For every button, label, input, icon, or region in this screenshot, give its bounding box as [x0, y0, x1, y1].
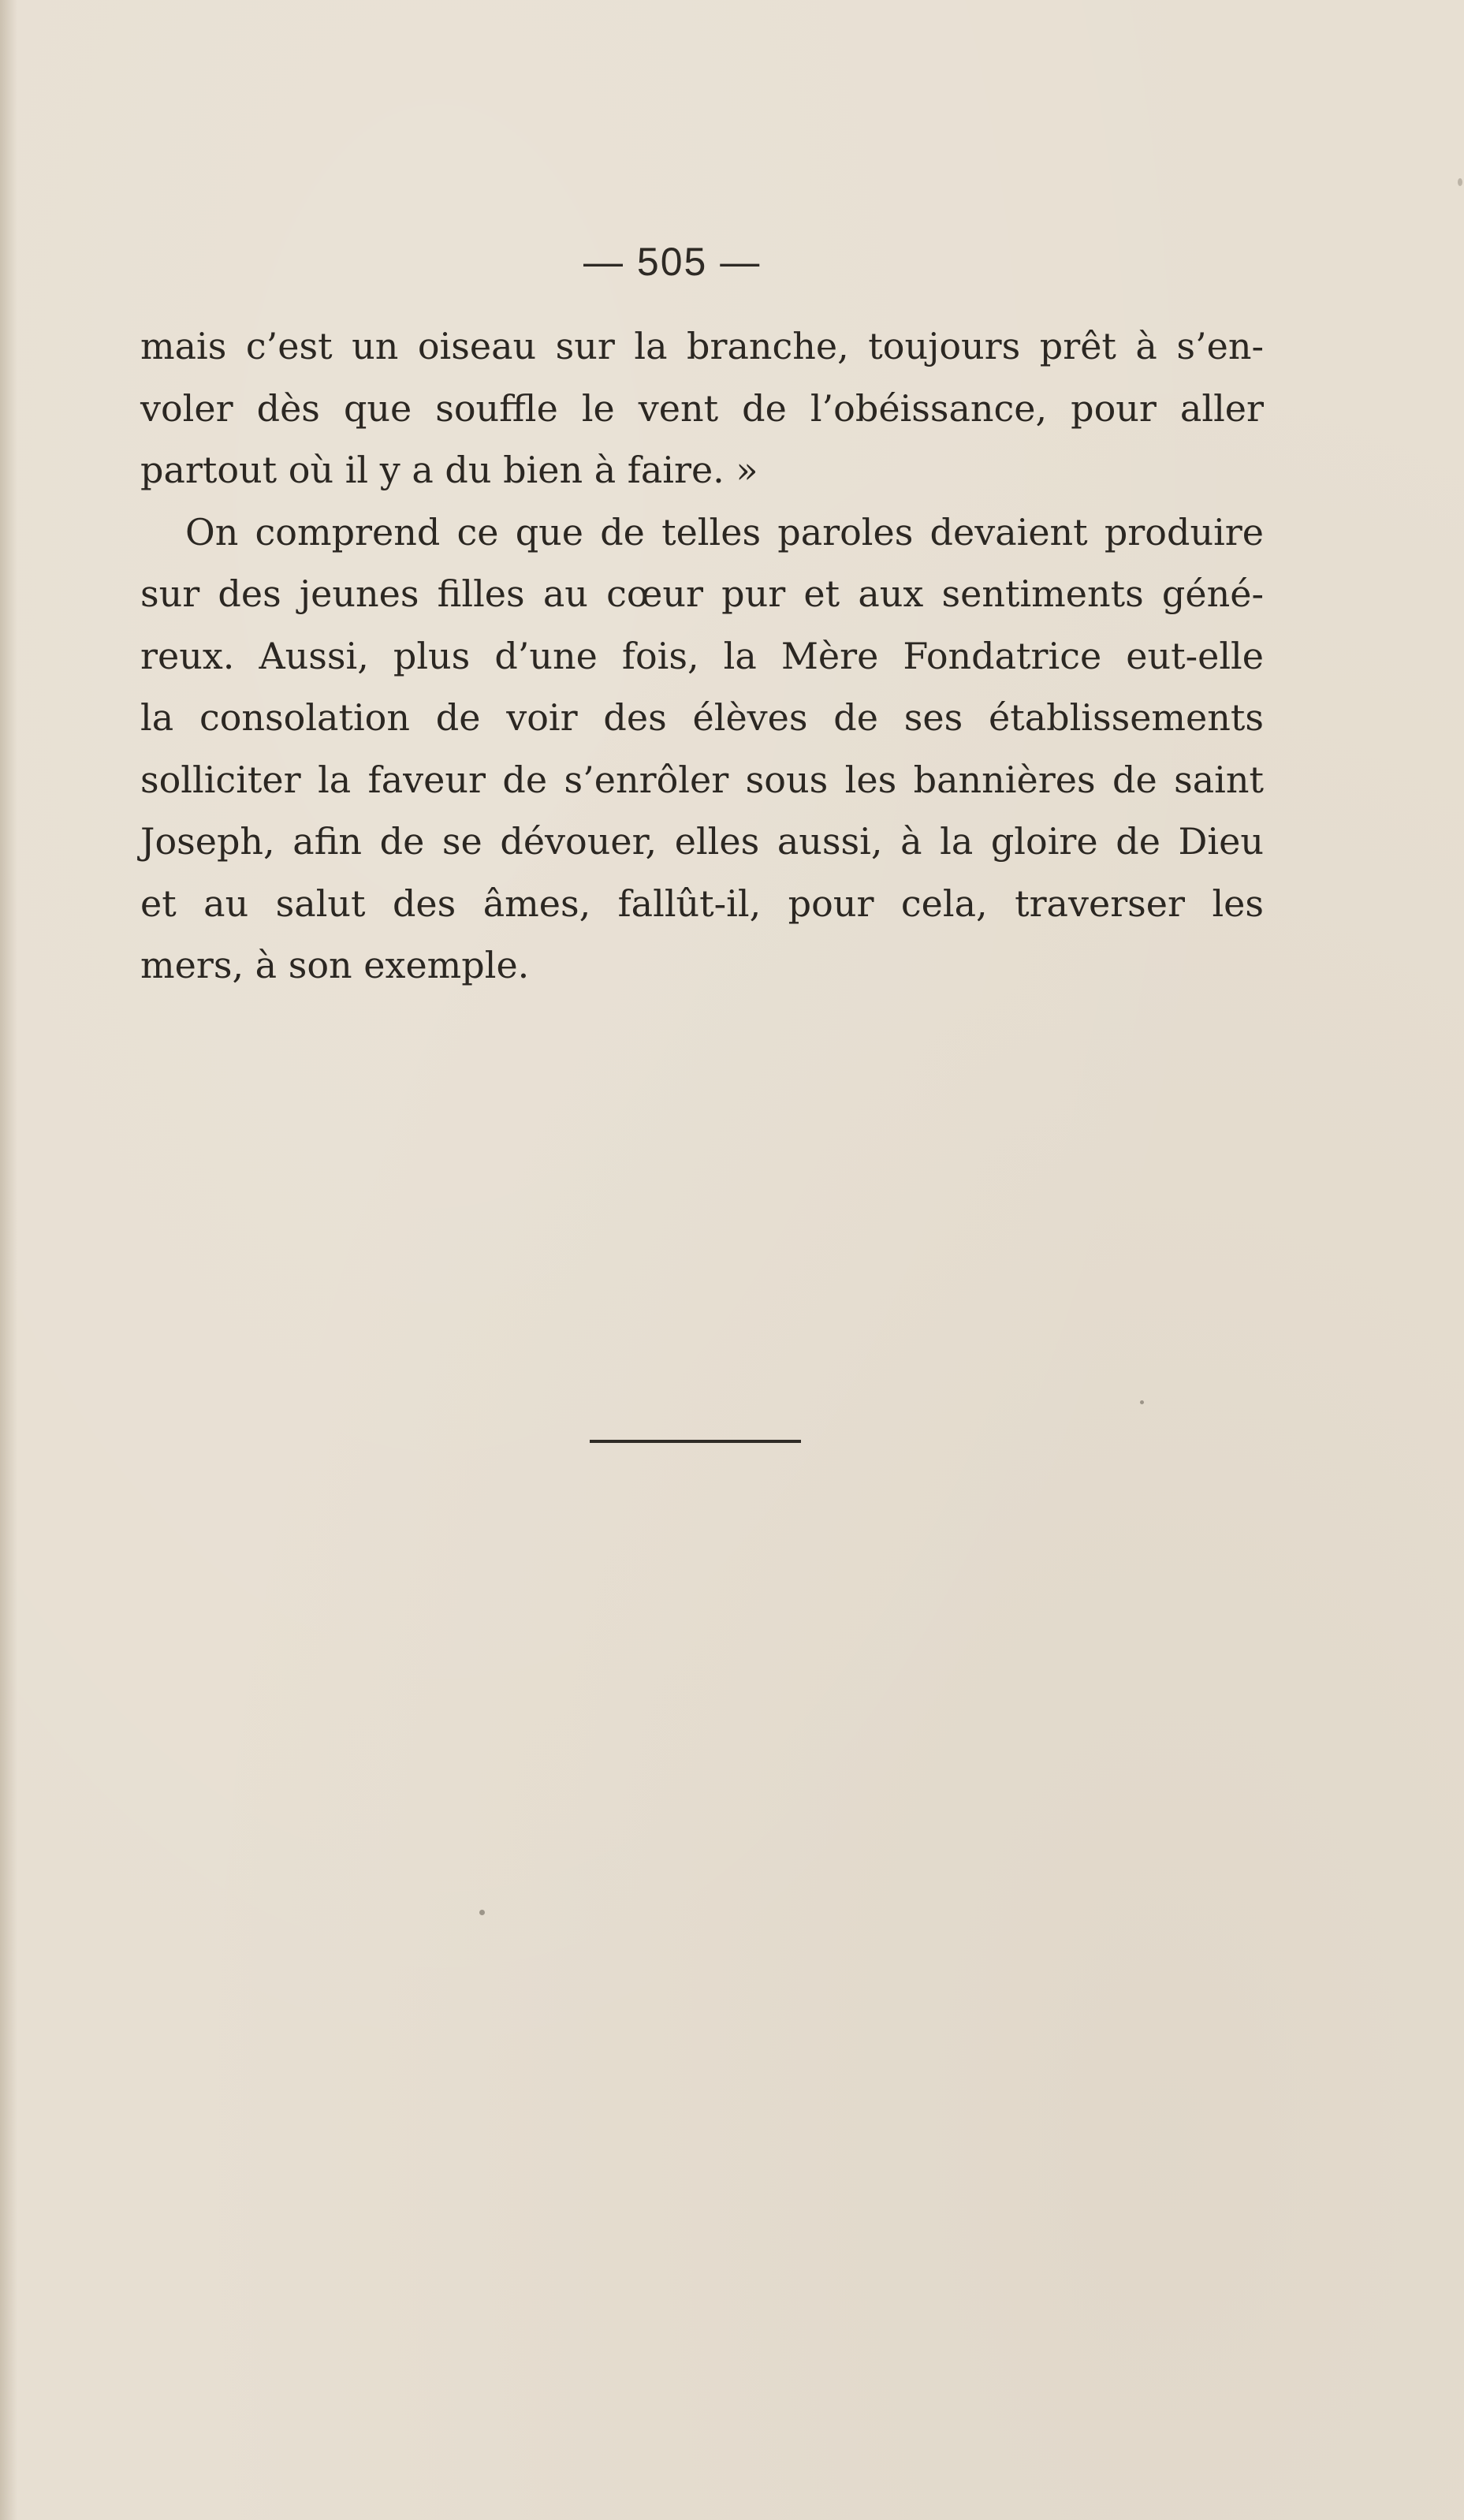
text-line: mers, à son exemple.	[140, 944, 530, 986]
text-line: reux. Aussi, plus d’une fois, la Mère Fondatrice eut-elle	[140, 634, 1264, 677]
paper-speck	[479, 1910, 485, 1915]
text-line: et au salut des âmes, fallût-il, pour cela, traverser les	[140, 882, 1264, 925]
text-line: sur des jeunes filles au cœur pur et aux sentiments géné-	[140, 572, 1264, 615]
text-line: On comprend ce que de telles paroles devaient produire	[185, 510, 1264, 554]
text-line: mais c’est un oiseau sur la branche, toujours prêt à s’en-	[140, 325, 1264, 367]
text-line: la consolation de voir des élèves de ses établissements	[140, 696, 1264, 739]
end-rule-divider	[590, 1440, 801, 1443]
body-text	[140, 315, 1264, 997]
text-line: Joseph, afin de se dévouer, elles aussi, à la gloire de Dieu	[140, 820, 1264, 863]
text-line: solliciter la faveur de s’enrôler sous les bannières de saint	[140, 758, 1264, 801]
text-line: partout où il y a du bien à faire. »	[140, 449, 758, 491]
paragraph-2	[140, 501, 1264, 997]
paper-speck	[1458, 178, 1462, 186]
page-number: — 505 —	[583, 240, 762, 284]
page-binding-edge	[0, 0, 17, 2520]
paragraph-1	[140, 315, 1264, 501]
text-line: voler dès que souffle le vent de l’obéissance, pour aller	[140, 386, 1264, 430]
paper-speck	[1140, 1400, 1144, 1404]
